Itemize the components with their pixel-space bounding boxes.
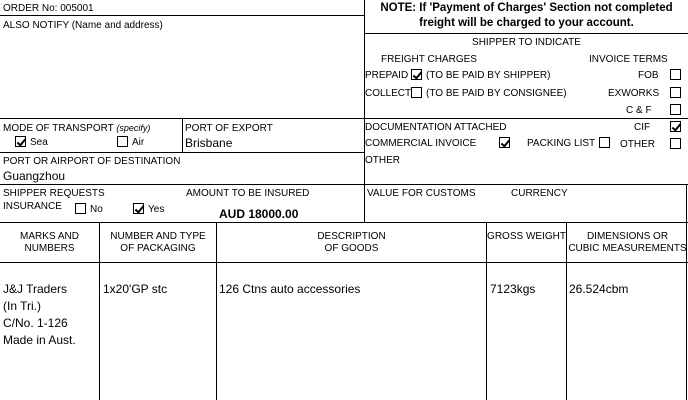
term-cif-checkbox[interactable] xyxy=(670,121,681,132)
description-value: 126 Ctns auto accessories xyxy=(219,282,361,296)
header-marks-2: NUMBERS xyxy=(24,243,75,254)
header-gross-weight: GROSS WEIGHT xyxy=(487,231,566,242)
prepaid-label: PREPAID xyxy=(365,70,409,81)
insurance-no-label: No xyxy=(90,204,103,215)
note-line-2: freight will be charged to your account. xyxy=(419,17,634,29)
term-cif-label: CIF xyxy=(634,122,651,133)
commercial-invoice-checkbox[interactable] xyxy=(499,137,510,148)
rule xyxy=(686,184,687,400)
insurance-no-checkbox[interactable] xyxy=(75,203,86,214)
other-doc-label: OTHER xyxy=(365,155,400,166)
sea-checkbox[interactable] xyxy=(15,136,26,147)
prepaid-checkbox[interactable] xyxy=(411,69,422,80)
note-line-1: NOTE: If 'Payment of Charges' Section not completed xyxy=(380,2,673,14)
transport-label-text: MODE OF TRANSPORT xyxy=(3,123,114,134)
invoice-terms-label: INVOICE TERMS xyxy=(589,54,668,65)
destination-label: PORT OR AIRPORT OF DESTINATION xyxy=(3,156,181,167)
rule xyxy=(0,152,365,153)
term-cf-label: C & F xyxy=(626,105,652,116)
shipper-heading: SHIPPER TO INDICATE xyxy=(472,37,581,48)
packing-list-checkbox[interactable] xyxy=(599,137,610,148)
transport-specify: (specify) xyxy=(116,123,151,133)
header-dimensions-1: DIMENSIONS OR xyxy=(586,231,669,242)
term-exworks-label: EXWORKS xyxy=(608,88,660,99)
currency-label: CURRENCY xyxy=(511,188,568,199)
rule xyxy=(365,33,688,34)
rule xyxy=(0,222,688,223)
destination-value: Guangzhou xyxy=(3,169,66,183)
header-description-2: OF GOODS xyxy=(324,243,379,254)
marks-line: J&J Traders xyxy=(3,282,68,296)
term-other-label: OTHER xyxy=(620,139,655,150)
collect-label: COLLECT xyxy=(365,88,412,99)
term-cf-checkbox[interactable] xyxy=(670,104,681,115)
rule xyxy=(0,184,688,185)
packaging-value: 1x20'GP stc xyxy=(103,282,168,296)
insurance-label: INSURANCE xyxy=(3,201,62,212)
collect-checkbox[interactable] xyxy=(411,87,422,98)
amount-insured-value: AUD 18000.00 xyxy=(219,207,299,221)
header-description-1: DESCRIPTION xyxy=(317,231,386,242)
prepaid-note: (TO BE PAID BY SHIPPER) xyxy=(426,70,551,81)
freight-charges-label: FREIGHT CHARGES xyxy=(381,54,477,65)
port-of-export-value: Brisbane xyxy=(185,136,233,150)
port-of-export-label: PORT OF EXPORT xyxy=(185,123,273,134)
air-checkbox[interactable] xyxy=(117,136,128,147)
amount-insured-label: AMOUNT TO BE INSURED xyxy=(186,188,310,199)
header-packaging-1: NUMBER AND TYPE xyxy=(110,231,206,242)
insurance-yes-checkbox[interactable] xyxy=(133,203,144,214)
also-notify-label: ALSO NOTIFY (Name and address) xyxy=(3,20,163,31)
marks-line: Made in Aust. xyxy=(3,333,76,347)
term-exworks-checkbox[interactable] xyxy=(670,87,681,98)
rule xyxy=(0,15,365,16)
sea-label: Sea xyxy=(30,137,48,148)
packing-list-label: PACKING LIST xyxy=(527,138,596,149)
collect-note: (TO BE PAID BY CONSIGNEE) xyxy=(426,88,567,99)
rule xyxy=(0,262,688,263)
header-dimensions-2: CUBIC MEASUREMENTS xyxy=(568,243,687,254)
order-number: ORDER No: 005001 xyxy=(3,3,94,14)
shipper-requests-label: SHIPPER REQUESTS xyxy=(3,188,105,199)
marks-line: C/No. 1-126 xyxy=(3,316,68,330)
air-label: Air xyxy=(132,137,145,148)
rule xyxy=(182,118,183,152)
rule xyxy=(0,118,688,119)
header-packaging-2: OF PACKAGING xyxy=(120,243,196,254)
value-for-customs-label: VALUE FOR CUSTOMS xyxy=(367,188,476,199)
rule xyxy=(486,222,487,400)
documentation-label: DOCUMENTATION ATTACHED xyxy=(365,122,507,133)
transport-label xyxy=(3,123,150,134)
header-marks-1: MARKS AND xyxy=(20,231,79,242)
term-fob-checkbox[interactable] xyxy=(670,69,681,80)
insurance-yes-label: Yes xyxy=(148,204,165,215)
gross-weight-value: 7123kgs xyxy=(490,282,536,296)
commercial-invoice-label: COMMERCIAL INVOICE xyxy=(365,138,477,149)
dimensions-value: 26.524cbm xyxy=(569,282,629,296)
marks-line: (In Tri.) xyxy=(3,299,41,313)
term-other-checkbox[interactable] xyxy=(670,138,681,149)
term-fob-label: FOB xyxy=(638,70,659,81)
